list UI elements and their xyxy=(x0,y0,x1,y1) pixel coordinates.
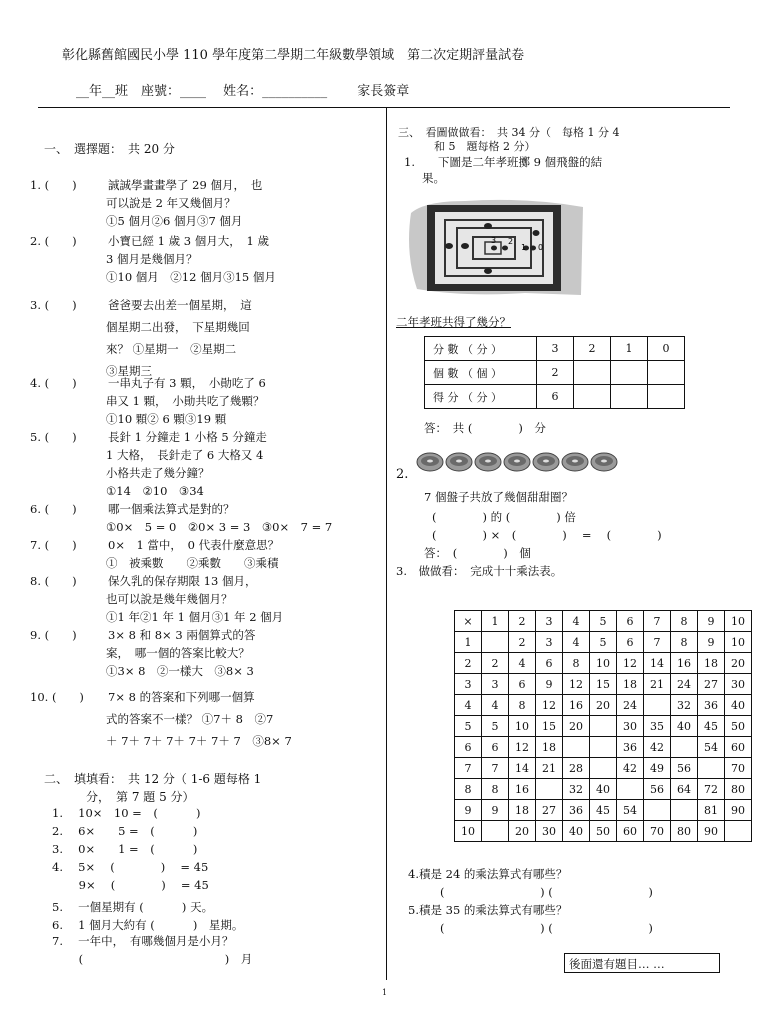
mult-cell: 40 xyxy=(671,716,698,737)
mult-cell: 32 xyxy=(563,779,590,800)
mult-cell: 18 xyxy=(617,674,644,695)
mult-cell: 35 xyxy=(644,716,671,737)
question-3-3: 3. 做做看： 完成十十乘法表。 xyxy=(396,564,563,578)
mult-cell: 3 xyxy=(536,611,563,632)
mult-cell: 80 xyxy=(671,821,698,842)
mult-cell: 64 xyxy=(671,779,698,800)
question-1-number: 1. ( ) xyxy=(30,178,77,192)
mult-cell: 40 xyxy=(725,695,752,716)
mult-cell: 70 xyxy=(644,821,671,842)
donut-plates-image xyxy=(416,450,628,474)
mult-cell: 30 xyxy=(536,821,563,842)
question-9-line: ①3× 8 ②一樣大 ③8× 3 xyxy=(106,664,254,678)
mult-cell: 10 xyxy=(725,611,752,632)
mult-cell: 4 xyxy=(563,611,590,632)
score-cell: 2 xyxy=(574,337,611,361)
mult-cell: 10 xyxy=(455,821,482,842)
question-3-2-line: 答： ( ) 個 xyxy=(424,546,531,560)
question-3-2-line: ( ) × ( ) = ( ) xyxy=(432,528,662,542)
mult-cell: 16 xyxy=(671,653,698,674)
score-row-label: 個 數 （ 個 ） xyxy=(425,361,537,385)
mult-cell: 21 xyxy=(644,674,671,695)
mult-cell: 9 xyxy=(698,611,725,632)
mult-cell: 9 xyxy=(482,800,509,821)
mult-cell: 1 xyxy=(455,632,482,653)
mult-cell: 3 xyxy=(536,632,563,653)
mult-cell: 6 xyxy=(617,611,644,632)
score-table-row xyxy=(425,361,685,385)
target-label-2: 2 xyxy=(508,237,514,246)
mult-cell: 4 xyxy=(455,695,482,716)
question-3-number: 3. ( ) xyxy=(30,298,77,312)
mult-cell: × xyxy=(455,611,482,632)
mult-cell: 2 xyxy=(509,611,536,632)
score-cell xyxy=(611,385,648,409)
question-3-line: 爸爸要去出差一個星期， 這 xyxy=(108,298,252,312)
mult-cell: 42 xyxy=(644,737,671,758)
mult-cell xyxy=(590,737,617,758)
fill-item: 1. 10× 10 = ( ) xyxy=(52,806,201,820)
mult-cell: 80 xyxy=(725,779,752,800)
mult-cell: 18 xyxy=(698,653,725,674)
question-5-line: ①14 ②10 ③34 xyxy=(106,484,204,498)
mult-cell: 10 xyxy=(590,653,617,674)
mult-cell: 5 xyxy=(590,611,617,632)
fill-item: 2. 6× 5 = ( ) xyxy=(52,824,198,838)
mult-cell: 2 xyxy=(482,653,509,674)
mult-cell: 60 xyxy=(617,821,644,842)
mult-cell xyxy=(725,821,752,842)
mult-cell: 7 xyxy=(644,632,671,653)
mult-table-row xyxy=(455,611,752,632)
mult-cell: 27 xyxy=(536,800,563,821)
mult-cell: 24 xyxy=(671,674,698,695)
question-3-line: ③星期三 xyxy=(106,364,152,378)
question-10-number: 10. ( ) xyxy=(30,690,84,704)
question-6-line: 哪一個乘法算式是對的？ xyxy=(108,502,235,516)
score-row-label: 分 數 （ 分 ） xyxy=(425,337,537,361)
score-cell xyxy=(648,385,685,409)
mult-cell: 14 xyxy=(644,653,671,674)
mult-cell: 12 xyxy=(617,653,644,674)
mult-cell: 72 xyxy=(698,779,725,800)
question-9-line: 案， 哪一個的答案比較大？ xyxy=(106,646,250,660)
question-5-number: 5. ( ) xyxy=(30,430,77,444)
plate-with-donuts xyxy=(504,453,530,471)
mult-cell: 5 xyxy=(455,716,482,737)
header-rule xyxy=(38,107,730,108)
question-7-number: 7. ( ) xyxy=(30,538,77,552)
mult-cell: 49 xyxy=(644,758,671,779)
mult-cell: 60 xyxy=(725,737,752,758)
mult-cell: 30 xyxy=(617,716,644,737)
mult-cell: 10 xyxy=(725,632,752,653)
mult-cell: 54 xyxy=(698,737,725,758)
question-8-line: ①1 年②1 年 1 個月③1 年 2 個月 xyxy=(106,610,284,624)
mult-cell: 21 xyxy=(536,758,563,779)
mult-cell: 8 xyxy=(455,779,482,800)
question-6-line: ①0× 5 = 0 ②0× 3 = 3 ③0× 7 = 7 xyxy=(106,520,333,534)
exam-title: 彰化縣舊館國民小學 110 學年度第二學期二年級數學領域 第二次定期評量試卷 xyxy=(62,48,525,63)
mult-cell: 18 xyxy=(536,737,563,758)
mult-cell xyxy=(536,779,563,800)
mult-cell xyxy=(644,800,671,821)
mult-cell: 6 xyxy=(536,653,563,674)
question-1-line: 可以說是 2 年又幾個月？ xyxy=(106,196,236,210)
mult-cell xyxy=(671,800,698,821)
student-info-line: __年__班 座號：____ 姓名：__________ 家長簽章 xyxy=(76,84,410,99)
question-7-line: 0× 1 當中， 0 代表什麼意思？ xyxy=(108,538,280,552)
mult-cell: 32 xyxy=(671,695,698,716)
question-3-2-number: 2. xyxy=(396,467,409,482)
mult-table-row xyxy=(455,758,752,779)
fill-item: ( ) 月 xyxy=(52,952,253,966)
mult-cell: 8 xyxy=(482,779,509,800)
question-10-line: ＋ 7＋ 7＋ 7＋ 7＋ 7＋ 7 ③8× 7 xyxy=(106,734,292,748)
score-cell xyxy=(648,361,685,385)
question-9-number: 9. ( ) xyxy=(30,628,77,642)
mult-cell: 54 xyxy=(617,800,644,821)
question-3-line: 個星期二出發， 下星期幾回 xyxy=(106,320,250,334)
mult-cell: 56 xyxy=(644,779,671,800)
question-3-5: 5.積是 35 的乘法算式有哪些？ xyxy=(408,903,568,917)
mult-cell: 4 xyxy=(563,632,590,653)
score-row-label: 得 分 （ 分 ） xyxy=(425,385,537,409)
mult-cell: 6 xyxy=(617,632,644,653)
fill-item: 5. 一個星期有 ( ) 天。 xyxy=(52,900,214,914)
mult-cell: 3 xyxy=(482,674,509,695)
mult-cell: 8 xyxy=(671,632,698,653)
mult-cell: 40 xyxy=(590,779,617,800)
mult-cell: 20 xyxy=(725,653,752,674)
score-answer-line: 答： 共 ( ) 分 xyxy=(424,421,546,435)
score-cell xyxy=(611,361,648,385)
question-4-line: 一串丸子有 3 顆， 小勛吃了 6 xyxy=(108,376,266,390)
question-8-line: 也可以說是幾年幾個月？ xyxy=(106,592,233,606)
mult-cell: 56 xyxy=(671,758,698,779)
mult-cell: 90 xyxy=(698,821,725,842)
mult-cell: 45 xyxy=(590,800,617,821)
question-2-line: ①10 個月 ②12 個月③15 個月 xyxy=(106,270,276,284)
mult-cell: 7 xyxy=(482,758,509,779)
question-3-2-line: 7 個盤子共放了幾個甜甜圈？ xyxy=(424,490,573,504)
plate-with-donuts xyxy=(533,453,559,471)
section-3-heading: 三、 看圖做做看： 共 34 分（ 每格 1 分 4 xyxy=(398,126,620,139)
question-2-line: 小寶已經 1 歲 3 個月大， 1 歲 xyxy=(108,234,269,248)
fill-item: 7. 一年中， 有哪幾個月是小月？ xyxy=(52,934,234,948)
question-3-5-answers: ( ) ( ) xyxy=(440,921,653,935)
question-4-number: 4. ( ) xyxy=(30,376,77,390)
score-cell: 1 xyxy=(611,337,648,361)
mult-table-row xyxy=(455,821,752,842)
mult-cell: 6 xyxy=(509,674,536,695)
mult-cell: 5 xyxy=(590,632,617,653)
question-3-line: 來？ ①星期一 ②星期二 xyxy=(106,342,237,356)
mult-cell: 81 xyxy=(698,800,725,821)
mult-cell: 5 xyxy=(482,716,509,737)
target-label-3: 3 xyxy=(491,236,497,245)
mult-cell: 40 xyxy=(563,821,590,842)
mult-table-row xyxy=(455,779,752,800)
mult-cell: 45 xyxy=(698,716,725,737)
question-3-4: 4.積是 24 的乘法算式有哪些？ xyxy=(408,867,568,881)
question-10-line: 式的答案不一樣？ ①7＋ 8 ②7 xyxy=(106,712,274,726)
section-3-heading-cont: 和 5 題每格 2 分） xyxy=(434,140,536,153)
question-4-line: 串又 1 顆， 小勛共吃了幾顆？ xyxy=(106,394,265,408)
mult-cell xyxy=(590,716,617,737)
question-5-line: 長針 1 分鐘走 1 小格 5 分鐘走 xyxy=(108,430,267,444)
score-cell xyxy=(574,385,611,409)
mult-cell: 70 xyxy=(725,758,752,779)
mult-cell: 12 xyxy=(563,674,590,695)
mult-cell: 3 xyxy=(455,674,482,695)
mult-cell: 12 xyxy=(536,695,563,716)
mult-cell xyxy=(482,821,509,842)
question-9-line: 3× 8 和 8× 3 兩個算式的答 xyxy=(108,628,256,642)
plate-with-donuts xyxy=(562,453,588,471)
plate-with-donuts xyxy=(446,453,472,471)
mult-table-row xyxy=(455,800,752,821)
score-cell: 3 xyxy=(537,337,574,361)
mult-cell: 7 xyxy=(644,611,671,632)
target-label-0: 0 xyxy=(538,243,544,252)
plate-with-donuts xyxy=(591,453,617,471)
score-table xyxy=(424,336,685,409)
mult-cell: 4 xyxy=(509,653,536,674)
question-2-number: 2. ( ) xyxy=(30,234,77,248)
mult-cell: 9 xyxy=(536,674,563,695)
fill-item: 4. 5× ( ) = 45 xyxy=(52,860,209,874)
question-4-line: ①10 顆② 6 顆③19 顆 xyxy=(106,412,227,426)
page-number: 1 xyxy=(382,988,388,997)
mult-cell: 16 xyxy=(509,779,536,800)
mult-cell: 50 xyxy=(725,716,752,737)
mult-cell: 20 xyxy=(509,821,536,842)
mult-cell: 14 xyxy=(509,758,536,779)
mult-cell: 6 xyxy=(482,737,509,758)
plate-with-donuts xyxy=(417,453,443,471)
mult-cell: 2 xyxy=(509,632,536,653)
mult-cell: 36 xyxy=(698,695,725,716)
mult-cell xyxy=(482,632,509,653)
score-table-row xyxy=(425,385,685,409)
mult-cell: 28 xyxy=(563,758,590,779)
section-2-heading: 二、 填填看： 共 12 分（ 1-6 題每格 1 xyxy=(44,772,262,786)
mult-cell: 8 xyxy=(509,695,536,716)
fill-item: 6. 1 個月大約有 ( ) 星期。 xyxy=(52,918,244,932)
mult-cell: 6 xyxy=(455,737,482,758)
mult-table-row xyxy=(455,695,752,716)
mult-cell: 90 xyxy=(725,800,752,821)
question-5-line: 小格共走了幾分鐘？ xyxy=(106,466,210,480)
mult-cell xyxy=(671,737,698,758)
mult-cell xyxy=(590,758,617,779)
mult-table-row xyxy=(455,716,752,737)
mult-cell: 36 xyxy=(563,800,590,821)
mult-cell: 15 xyxy=(536,716,563,737)
mult-cell: 12 xyxy=(509,737,536,758)
score-table-row xyxy=(425,337,685,361)
score-cell: 6 xyxy=(537,385,574,409)
question-1-line: ①5 個月②6 個月③7 個月 xyxy=(106,214,243,228)
continued-note-box xyxy=(564,953,720,973)
mult-table-row xyxy=(455,632,752,653)
fill-item: 3. 0× 1 = ( ) xyxy=(52,842,198,856)
question-5-line: 1 大格， 長針走了 6 大格又 4 xyxy=(106,448,264,462)
mult-cell: 9 xyxy=(698,632,725,653)
mult-cell: 27 xyxy=(698,674,725,695)
mult-cell: 24 xyxy=(617,695,644,716)
mult-cell: 16 xyxy=(563,695,590,716)
mult-cell xyxy=(617,779,644,800)
mult-cell: 8 xyxy=(671,611,698,632)
mult-cell: 4 xyxy=(482,695,509,716)
mult-cell: 9 xyxy=(455,800,482,821)
mult-cell: 1 xyxy=(482,611,509,632)
section-1-heading: 一、 選擇題： 共 20 分 xyxy=(44,142,175,156)
mult-cell xyxy=(698,758,725,779)
fill-item: 9× ( ) = 45 xyxy=(52,878,209,892)
question-3-1-cont: 果。 xyxy=(422,171,445,185)
score-cell: 0 xyxy=(648,337,685,361)
mult-cell: 50 xyxy=(590,821,617,842)
target-label-1: 1 xyxy=(521,243,527,252)
question-1-line: 誠誠學畫畫學了 29 個月， 也 xyxy=(108,178,263,192)
question-3-1: 1. 下圖是二年孝班擲 9 個飛盤的結 xyxy=(404,155,603,169)
mult-cell: 18 xyxy=(509,800,536,821)
question-10-line: 7× 8 的答案和下列哪一個算 xyxy=(108,690,255,704)
plate-with-donuts xyxy=(475,453,501,471)
column-divider xyxy=(386,108,387,980)
mult-cell: 42 xyxy=(617,758,644,779)
question-8-number: 8. ( ) xyxy=(30,574,77,588)
question-6-number: 6. ( ) xyxy=(30,502,77,516)
question-3-4-answers: ( ) ( ) xyxy=(440,885,653,899)
question-8-line: 保久乳的保存期限 13 個月， xyxy=(108,574,257,588)
mult-table-row xyxy=(455,674,752,695)
mult-cell: 7 xyxy=(455,758,482,779)
mult-cell xyxy=(644,695,671,716)
mult-cell: 2 xyxy=(455,653,482,674)
score-cell: 2 xyxy=(537,361,574,385)
mult-table-row xyxy=(455,653,752,674)
mult-cell: 30 xyxy=(725,674,752,695)
mult-cell: 36 xyxy=(617,737,644,758)
mult-table-row xyxy=(455,737,752,758)
section-2-heading-cont: 分， 第 7 題 5 分） xyxy=(86,790,195,804)
continued-note: 後面還有題目… … xyxy=(569,957,665,971)
mult-cell xyxy=(563,737,590,758)
mult-cell: 20 xyxy=(590,695,617,716)
frisbee-target-image xyxy=(405,193,585,303)
mult-cell: 15 xyxy=(590,674,617,695)
mult-cell: 20 xyxy=(563,716,590,737)
score-cell xyxy=(574,361,611,385)
question-7-line: ① 被乘數 ②乘數 ③乘積 xyxy=(106,556,279,570)
score-question: 二年孝班共得了幾分？ xyxy=(396,315,511,329)
question-2-line: 3 個月是幾個月？ xyxy=(106,252,198,266)
question-3-2-line: ( ) 的 ( ) 倍 xyxy=(432,510,576,524)
mult-cell: 10 xyxy=(509,716,536,737)
multiplication-table xyxy=(454,610,752,842)
mult-cell: 8 xyxy=(563,653,590,674)
